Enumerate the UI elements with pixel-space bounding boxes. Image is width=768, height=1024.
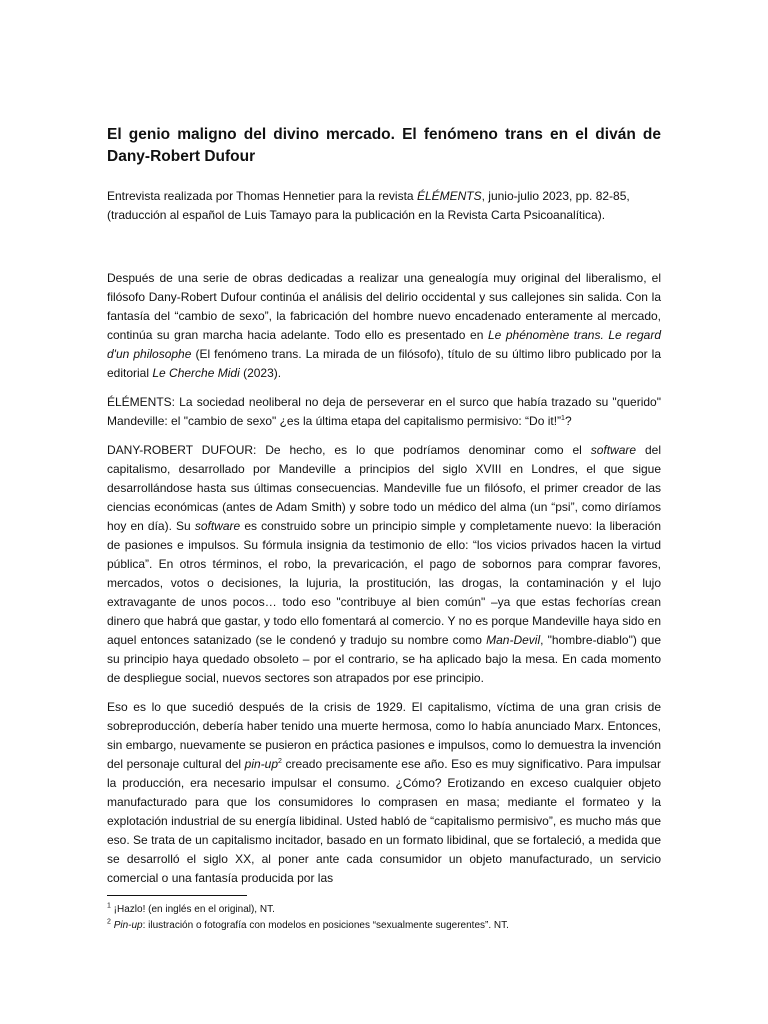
paragraph-text: es construido sobre un principio simple y completamente nuevo: la liberación de pasiones e impulsos. Su fórmula insignia da testimonio de ello: “los vicios privados hacen la virtud pública”. En otros términos, el robo, la prevaricación, el pago de sobornos para comprar favores, mercados, votos o decisiones, la lujuria, la prostitución, las drogas, la contaminación y el lujo extravagante de unos pocos… todo eso "contribuye al bien común" –ya que estas fechorías crean dinero que habrá que gastar, y todo ello fomentará al comercio. Y no es porque Mandeville haya sido en aquel entonces satanizado (se le condenó y tradujo su nombre como [107,519,661,647]
paragraph-text: ? [564,414,572,428]
paragraph-text: (2023). [239,366,282,380]
speaker-label: DANY-ROBERT DUFOUR: [107,443,257,457]
article-body [107,269,661,888]
paragraph-1929-crisis [107,698,661,888]
footnote-divider [107,895,247,896]
publisher-name: Le Cherche Midi [152,366,240,380]
document-title: El genio maligno del divino mercado. El fenómeno trans en el diván de Dany-Robert Dufour [107,126,661,165]
paragraph-text: del capitalismo, desarrollado por Mandeville a principios del siglo XVIII en Londres, el que sigue desarrollándose hasta sus últimas consecuencias. Mandeville fue un filósofo, el primer creador de las ciencias económicas (antes de Adam Smith) y sobre todo un médico del alma (un “psi”, como diríamos hoy en día). Su [107,443,661,533]
document-page [107,124,661,898]
paragraph-question [107,393,661,431]
footnotes [107,902,661,934]
paragraph-text: Eso es lo que sucedió después de la crisis de 1929. El capitalismo, víctima de una gran crisis de sobreproducción, debería haber tenido una muerte hermosa, como lo había anunciado Marx. Entonces, sin embargo, nuevamente se pusieron en práctica pasiones e impulsos, como lo demuestra la invención del personaje cultural del [107,700,661,771]
footnote-term: Pin-up [113,920,143,931]
footnote-number: 1 [107,902,111,910]
footnote-ref-1[interactable]: 1 [561,415,565,422]
paragraph-text: (El fenómeno trans. La mirada de un filósofo), título de su último libro publicado por la editorial [107,347,661,380]
term-pin-up: pin-up [244,757,278,771]
paragraph-text: Después de una serie de obras dedicadas a realizar una genealogía muy original del liberalismo, el filósofo Dany-Robert Dufour continúa el análisis del delirio occidental y sus callejones sin salida. Con la fantasía del “cambio de sexo”, la fabricación del hombre nuevo encadenado enteramente al mercado, continúa su gran marcha hacia adelante. Todo ello es presentado en [107,271,661,342]
magazine-name: ÉLÉMENTS [416,189,482,203]
footnote-2 [107,918,661,934]
term-software: software [590,443,637,457]
paragraph-text: De hecho, es lo que podríamos denominar como el [256,443,591,457]
paragraph-introduction [107,269,661,383]
footnote-number: 2 [107,918,111,926]
paragraph-text: , "hombre-diablo") que su principio haya quedado obsoleto – por el contrario, se ha aplicado bajo la mesa. En cada momento de despliegue social, nuevos sectores son atrapados por ese principio. [107,633,662,685]
term-software: software [194,519,241,533]
paragraph-text: La sociedad neoliberal no deja de perseverar en el surco que había trazado su "querido" Mandeville: el "cambio de sexo" ¿es la última etapa del capitalismo permisivo: “Do it!” [107,395,661,428]
speaker-label: ÉLÉMENTS: [107,395,176,409]
paragraph-text: creado precisamente ese año. Eso es muy significativo. Para impulsar la producción, era necesario impulsar el consumo. ¿Cómo? Erotizando en exceso cualquier objeto manufacturado para que los consumidores lo comprasen en masa; mediante el formateo y la explotación industrial de su energía libidinal. Usted habló de “capitalismo permisivo”, es mucho más que eso. Se trata de un capitalismo incitador, basado en un formato libidinal, que se fortaleció, a medida que se desarrolló el siglo XX, al poner ante cada consumidor un objeto manufacturado, un servicio comercial o una fantasía producida por las [107,757,661,885]
interview-credits [107,187,661,225]
footnote-ref-2[interactable]: 2 [278,758,282,765]
footnote-text: ¡Hazlo! (en inglés en el original), NT. [110,904,275,915]
paragraph-answer [107,441,661,688]
term-man-devil: Man-Devil [486,633,541,647]
footnote-1 [107,902,661,918]
book-title: Le phénomène trans. Le regard d'un philosophe [107,328,661,361]
credits-text-end: , junio-julio 2023, pp. 82-85, (traducción al español de Luis Tamayo para la publicación en la Revista Carta Psicoanalítica). [107,189,630,222]
credits-text-start: Entrevista realizada por Thomas Hennetier para la revista [107,189,417,203]
footnote-text: : ilustración o fotografía con modelos en posiciones “sexualmente sugerentes”. NT. [142,920,509,931]
